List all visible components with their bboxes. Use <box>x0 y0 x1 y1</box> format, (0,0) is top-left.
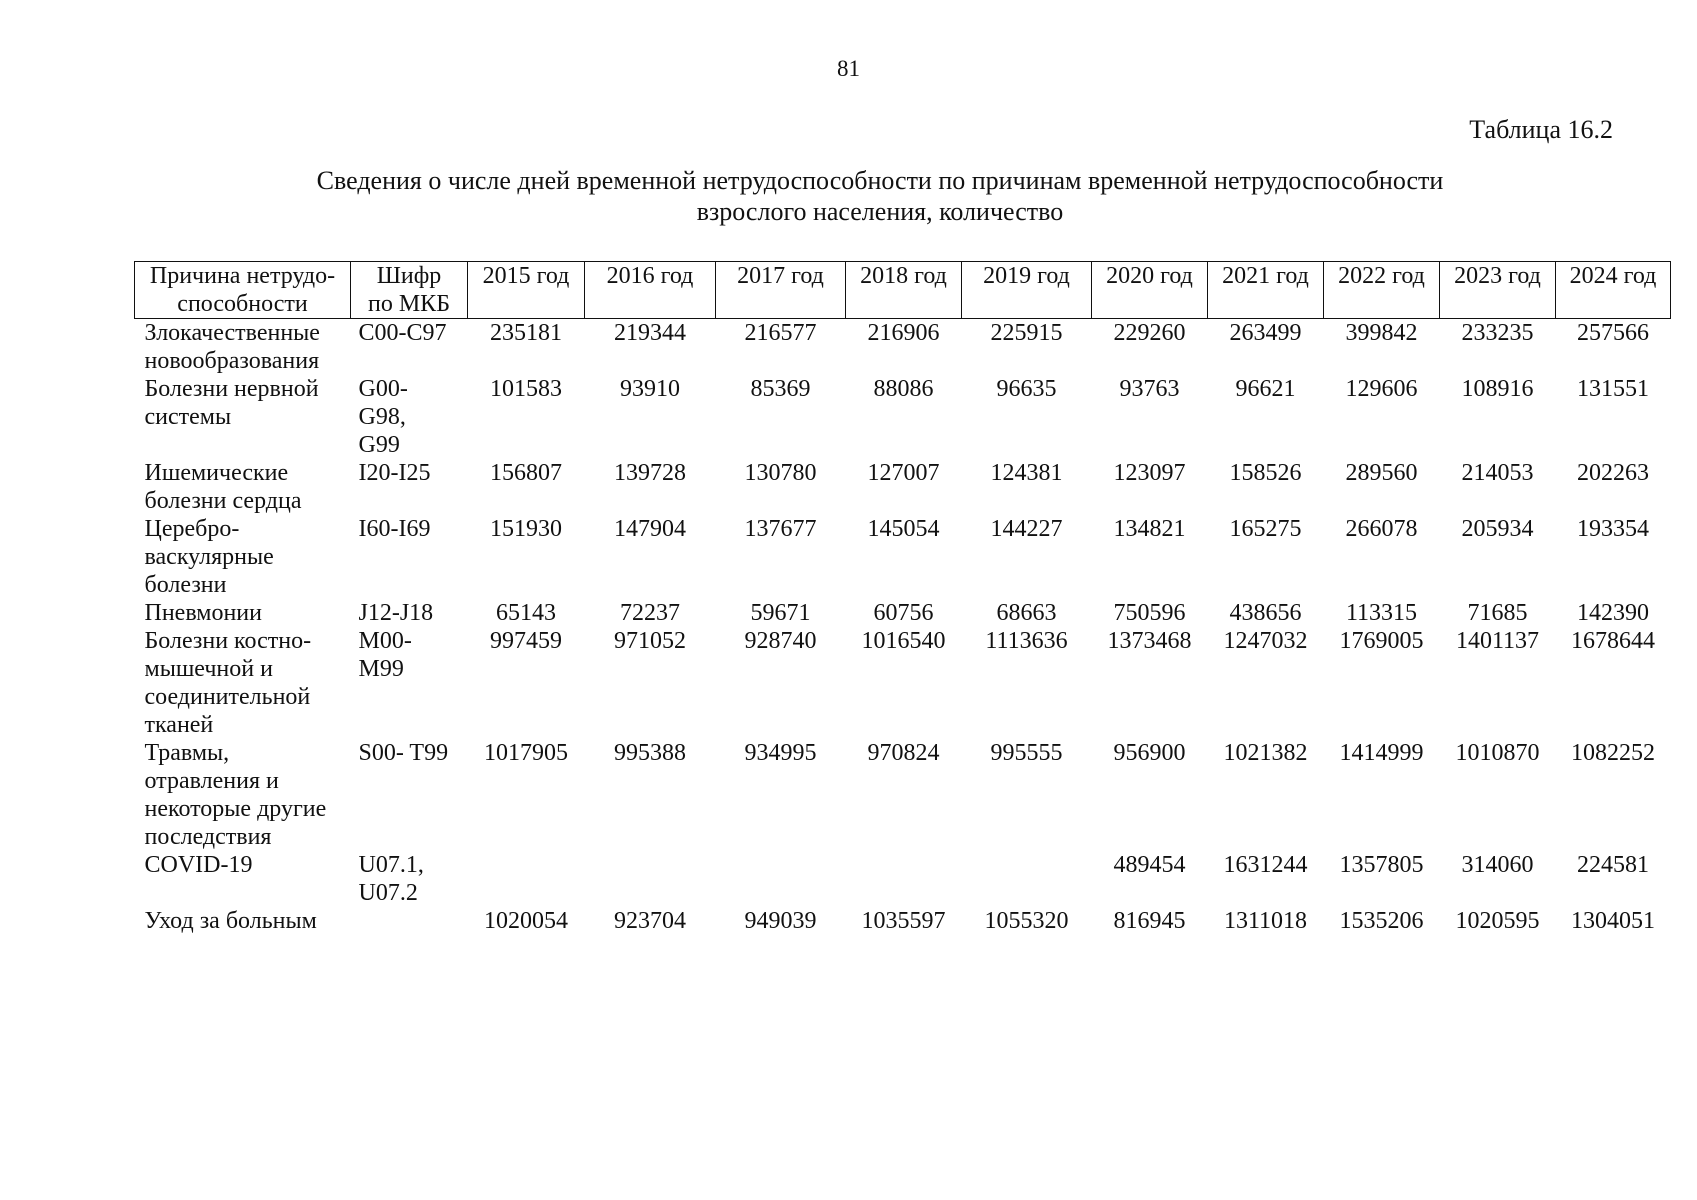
icd-code-line: M99 <box>358 656 404 682</box>
table-row <box>135 739 1671 851</box>
value-cell: 134821 <box>1113 516 1186 542</box>
cause-cell <box>135 851 351 907</box>
value-cell: 93763 <box>1119 376 1180 402</box>
value-cell: 129606 <box>1345 376 1418 402</box>
value-cell: 219344 <box>614 320 686 346</box>
header-year-2017: 2017 год <box>716 262 846 319</box>
table-label: Таблица 16.2 <box>1469 115 1613 144</box>
icd-code-line: S00- T99 <box>358 740 449 766</box>
value-cell: 216577 <box>744 320 817 346</box>
table-row <box>135 319 1671 376</box>
icd-code-line: I20-I25 <box>358 460 431 486</box>
header-year-2021: 2021 год <box>1208 262 1324 319</box>
header-year-2023: 2023 год <box>1440 262 1556 319</box>
table-row <box>135 515 1671 599</box>
value-cell: 489454 <box>1113 852 1186 878</box>
cause-cell <box>135 515 351 599</box>
value-cell <box>846 851 962 907</box>
value-cell: 1113636 <box>985 628 1068 654</box>
cause-text-line: Болезни нервной <box>144 376 319 402</box>
value-cell: 928740 <box>744 628 817 654</box>
icd-code-cell <box>351 851 468 907</box>
value-cell <box>468 851 585 907</box>
caption-line-1: Сведения о числе дней временной нетрудоспособности по причинам временной нетрудоспособности <box>316 166 1444 195</box>
value-cell: 1035597 <box>861 908 946 934</box>
value-cell: 65143 <box>496 600 556 626</box>
table-row <box>135 599 1671 627</box>
table-row <box>135 851 1671 907</box>
cause-text-line: болезни <box>144 572 227 598</box>
value-cell: 124381 <box>990 460 1063 486</box>
value-cell: 1535206 <box>1339 908 1424 934</box>
value-cell: 438656 <box>1229 600 1302 626</box>
icd-code-line: G00- <box>358 376 408 402</box>
value-cell: 314060 <box>1461 852 1534 878</box>
value-cell: 137677 <box>744 516 817 542</box>
header-cause-line-2: способности <box>177 291 308 317</box>
value-cell: 142390 <box>1577 600 1649 626</box>
value-cell: 108916 <box>1461 376 1534 402</box>
value-cell: 1055320 <box>984 908 1069 934</box>
value-cell: 202263 <box>1577 460 1649 486</box>
icd-code-cell <box>351 627 468 739</box>
value-cell: 113315 <box>1345 600 1418 626</box>
value-cell: 1311018 <box>1223 908 1308 934</box>
icd-code-line: G99 <box>358 432 400 458</box>
cause-text-line: новообразования <box>144 348 320 374</box>
icd-code-cell <box>351 375 468 459</box>
value-cell: 997459 <box>490 628 562 654</box>
value-cell <box>716 851 846 907</box>
value-cell: 101583 <box>490 376 562 402</box>
cause-text-line: Пневмонии <box>144 600 262 626</box>
value-cell: 1678644 <box>1571 628 1655 654</box>
value-cell: 60756 <box>873 600 934 626</box>
header-year-2022: 2022 год <box>1324 262 1440 319</box>
cause-text-line: Травмы, <box>144 740 230 766</box>
icd-code-line: G98, <box>358 404 406 430</box>
header-cause <box>135 262 351 319</box>
header-code <box>351 262 468 319</box>
value-cell: 750596 <box>1113 600 1186 626</box>
table-row <box>135 907 1671 935</box>
icd-code-line: J12-J18 <box>358 600 434 626</box>
cause-text-line: отравления и <box>144 768 279 794</box>
cause-text-line: васкулярные <box>144 544 274 570</box>
value-cell: 934995 <box>744 740 817 766</box>
cause-cell <box>135 459 351 515</box>
value-cell: 1247032 <box>1223 628 1308 654</box>
value-cell: 131551 <box>1577 376 1649 402</box>
table-row <box>135 459 1671 515</box>
value-cell: 214053 <box>1461 460 1534 486</box>
cause-text-line: болезни сердца <box>144 488 302 514</box>
value-cell: 224581 <box>1577 852 1649 878</box>
value-cell: 1769005 <box>1339 628 1424 654</box>
caption-line-2: взрослого населения, количество <box>696 197 1064 226</box>
value-cell: 949039 <box>744 908 817 934</box>
icd-code-cell <box>351 599 468 627</box>
cause-text-line: Злокачественные <box>144 320 320 346</box>
value-cell <box>962 851 1092 907</box>
value-cell: 85369 <box>750 376 811 402</box>
value-cell: 1016540 <box>861 628 946 654</box>
header-code-line-2: по МКБ <box>368 291 450 317</box>
value-cell: 1631244 <box>1223 852 1308 878</box>
value-cell: 59671 <box>750 600 811 626</box>
value-cell: 216906 <box>867 320 940 346</box>
value-cell: 147904 <box>614 516 686 542</box>
value-cell: 93910 <box>620 376 680 402</box>
value-cell: 1010870 <box>1455 740 1540 766</box>
value-cell: 127007 <box>867 460 940 486</box>
value-cell: 1017905 <box>484 740 568 766</box>
cause-text-line: Ишемические <box>144 460 289 486</box>
header-year-2024: 2024 год <box>1556 262 1671 319</box>
value-cell: 399842 <box>1345 320 1418 346</box>
icd-code-cell <box>351 319 468 376</box>
value-cell: 816945 <box>1113 908 1186 934</box>
cause-text-line: соединительной <box>144 684 311 710</box>
cause-cell <box>135 627 351 739</box>
value-cell: 995388 <box>614 740 686 766</box>
value-cell: 970824 <box>867 740 940 766</box>
header-code-line-1: Шифр <box>376 263 442 289</box>
cause-text-line: тканей <box>144 712 214 738</box>
disability-days-table <box>134 261 1671 935</box>
value-cell: 145054 <box>867 516 940 542</box>
value-cell: 158526 <box>1229 460 1302 486</box>
page-number: 81 <box>837 56 860 81</box>
cause-cell <box>135 319 351 376</box>
header-year-2019: 2019 год <box>962 262 1092 319</box>
cause-text-line: Болезни костно- <box>144 628 312 654</box>
cause-text-line: системы <box>144 404 232 430</box>
value-cell: 1414999 <box>1339 740 1424 766</box>
value-cell <box>585 851 716 907</box>
icd-code-cell <box>351 907 468 935</box>
cause-cell <box>135 599 351 627</box>
cause-text-line: COVID-19 <box>144 852 253 878</box>
value-cell: 263499 <box>1229 320 1302 346</box>
value-cell: 156807 <box>490 460 562 486</box>
icd-code-cell <box>351 515 468 599</box>
table-caption <box>200 165 1560 227</box>
value-cell: 971052 <box>614 628 686 654</box>
cause-cell <box>135 375 351 459</box>
value-cell: 1357805 <box>1339 852 1424 878</box>
value-cell: 956900 <box>1113 740 1186 766</box>
cause-text-line: некоторые другие <box>144 796 327 822</box>
cause-cell <box>135 907 351 935</box>
value-cell: 144227 <box>990 516 1063 542</box>
value-cell: 923704 <box>614 908 686 934</box>
cause-text-line: Церебро- <box>144 516 240 542</box>
value-cell: 130780 <box>744 460 817 486</box>
icd-code-line: M00- <box>358 628 412 654</box>
icd-code-cell <box>351 739 468 851</box>
header-cause-line-1: Причина нетрудо- <box>149 263 336 289</box>
icd-code-line: C00-C97 <box>358 320 447 346</box>
value-cell: 96635 <box>996 376 1057 402</box>
value-cell: 257566 <box>1577 320 1649 346</box>
value-cell: 205934 <box>1461 516 1534 542</box>
value-cell: 72237 <box>620 600 680 626</box>
cause-text-line: Уход за больным <box>144 908 317 934</box>
cause-text-line: мышечной и <box>144 656 273 682</box>
value-cell: 229260 <box>1113 320 1186 346</box>
value-cell: 1304051 <box>1571 908 1655 934</box>
icd-code-line: I60-I69 <box>358 516 431 542</box>
icd-code-cell <box>351 459 468 515</box>
header-year-2016: 2016 год <box>585 262 716 319</box>
value-cell: 68663 <box>996 600 1057 626</box>
value-cell: 233235 <box>1461 320 1534 346</box>
icd-code-line: U07.2 <box>358 880 418 906</box>
header-year-2015: 2015 год <box>468 262 585 319</box>
value-cell: 165275 <box>1229 516 1302 542</box>
value-cell: 1020054 <box>484 908 568 934</box>
value-cell: 193354 <box>1577 516 1649 542</box>
value-cell: 123097 <box>1113 460 1186 486</box>
value-cell: 1082252 <box>1571 740 1655 766</box>
cause-cell <box>135 739 351 851</box>
value-cell: 1020595 <box>1455 908 1540 934</box>
header-year-2018: 2018 год <box>846 262 962 319</box>
value-cell: 71685 <box>1467 600 1528 626</box>
value-cell: 96621 <box>1235 376 1296 402</box>
value-cell: 995555 <box>990 740 1063 766</box>
value-cell: 289560 <box>1345 460 1418 486</box>
value-cell: 1021382 <box>1223 740 1308 766</box>
value-cell: 1401137 <box>1455 628 1540 654</box>
value-cell: 1373468 <box>1107 628 1192 654</box>
table-row <box>135 375 1671 459</box>
table-body <box>135 319 1671 936</box>
icd-code-line: U07.1, <box>358 852 424 878</box>
header-row <box>135 262 1671 319</box>
value-cell: 225915 <box>990 320 1063 346</box>
value-cell: 266078 <box>1345 516 1418 542</box>
cause-text-line: последствия <box>144 824 272 850</box>
value-cell: 151930 <box>490 516 562 542</box>
value-cell: 139728 <box>614 460 686 486</box>
table-row <box>135 627 1671 739</box>
value-cell: 88086 <box>873 376 934 402</box>
value-cell: 235181 <box>490 320 562 346</box>
header-year-2020: 2020 год <box>1092 262 1208 319</box>
